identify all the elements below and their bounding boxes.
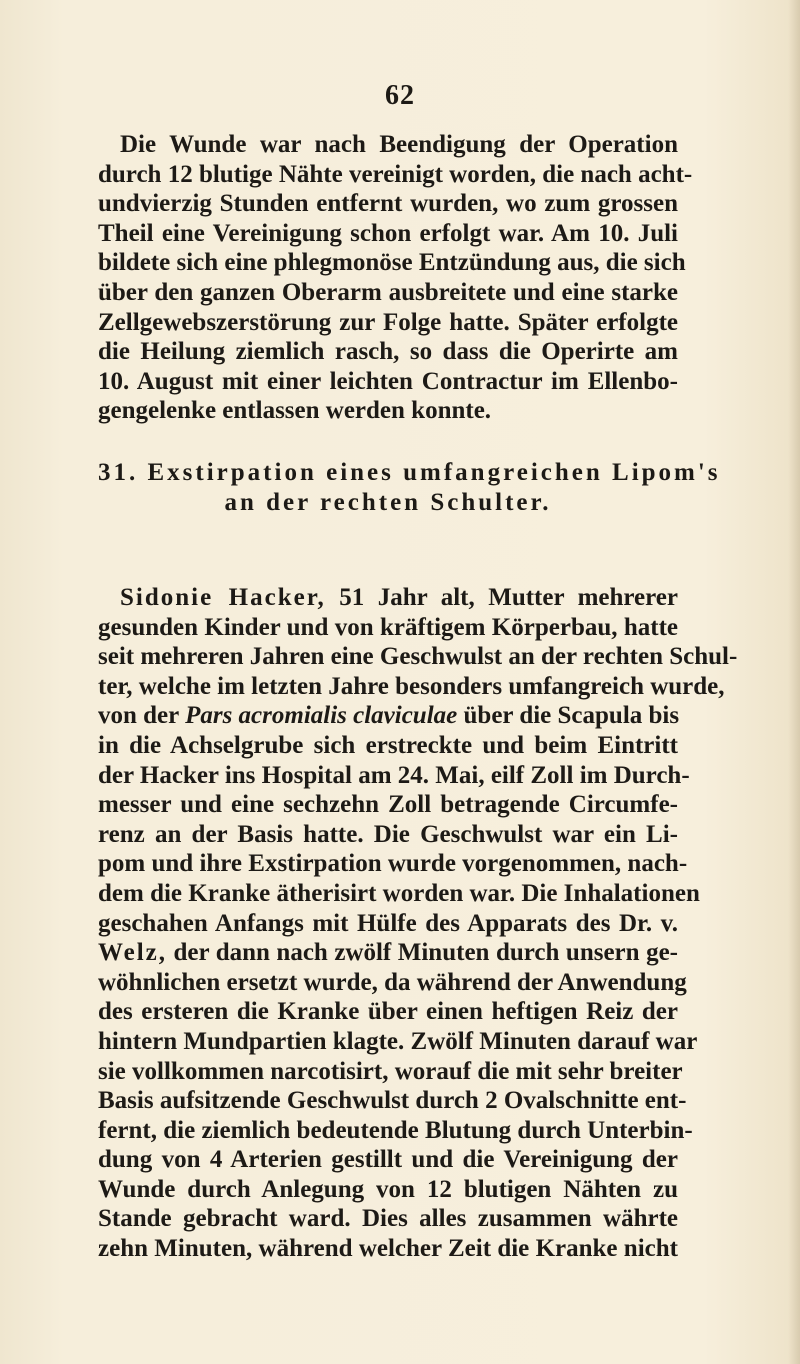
text-line: seit mehreren Jahren eine Geschwulst an der rechten Schul- xyxy=(98,643,738,671)
text-span: der dann nach zwölf Minuten durch unsern ge- xyxy=(167,939,678,967)
text-line: messer und eine sechzehn Zoll betragende Circumfe- xyxy=(98,791,678,819)
text-line: renz an der Basis hatte. Die Geschwulst war ein Li- xyxy=(98,820,678,848)
text-line: Stande gebracht ward. Dies alles zusammen währte xyxy=(98,1205,678,1233)
case-heading-line-1: 31. Exstirpation eines umfangreichen Lipom's xyxy=(98,459,721,486)
text-line: ter, welche im letzten Jahre besonders umfangreich wurde, xyxy=(98,672,725,700)
text-line: Zellgewebszerstörung zur Folge hatte. Später erfolgte xyxy=(98,308,678,336)
text-line: 10. August mit einer leichten Contractur im Ellenbo- xyxy=(98,367,678,395)
text-line: zehn Minuten, während welcher Zeit die Kranke nicht xyxy=(98,1235,678,1263)
case-heading-line-2: an der rechten Schulter. xyxy=(224,488,552,516)
text-line: wöhnlichen ersetzt wurde, da während der Anwendung xyxy=(98,968,687,996)
doctor-name: Welz, xyxy=(98,939,168,967)
text-line: gengelenke entlassen werden konnte. xyxy=(98,397,492,425)
text-line: undvierzig Stunden entfernt wurden, wo zum grossen xyxy=(98,190,678,218)
text-span: 51 Jahr alt, Mutter mehrerer xyxy=(325,584,678,611)
patient-name: Sidonie Hacker, xyxy=(120,584,326,611)
text-line: sie vollkommen narcotisirt, worauf die mit sehr breiter xyxy=(98,1057,683,1085)
text-line xyxy=(98,701,678,731)
text-line: die Heilung ziemlich rasch, so dass die Operirte am xyxy=(98,338,678,366)
text-line xyxy=(98,583,678,613)
paragraph-wound-healing xyxy=(98,130,693,426)
text-line xyxy=(98,938,678,968)
text-line: des ersteren die Kranke über einen heftigen Reiz der xyxy=(98,998,678,1026)
text-line: Die Wunde war nach Beendigung der Operation xyxy=(120,131,678,158)
text-line: in die Achselgrube sich erstreckte und beim Eintritt xyxy=(98,731,678,759)
text-line: dem die Kranke ätherisirt worden war. Die Inhalationen xyxy=(98,879,700,907)
text-line: Basis aufsitzende Geschwulst durch 2 Ovalschnitte ent- xyxy=(98,1087,687,1115)
text-line: über den ganzen Oberarm ausbreitete und eine starke xyxy=(98,278,678,306)
case-heading xyxy=(98,458,721,517)
text-line: hintern Mundpartien klagte. Zwölf Minuten darauf war xyxy=(98,1027,698,1055)
text-line: Theil eine Vereinigung schon erfolgt war. Am 10. Juli xyxy=(98,219,678,247)
text-line: gesunden Kinder und von kräftigem Körperbau, hatte xyxy=(98,613,678,641)
text-line: geschahen Anfangs mit Hülfe des Apparats des Dr. v. xyxy=(98,909,678,937)
text-line: dung von 4 Arterien gestillt und die Vereinigung der xyxy=(98,1146,678,1174)
text-line: bildete sich eine phlegmonöse Entzündung aus, die sich xyxy=(98,249,686,277)
text-span: von der xyxy=(98,702,186,730)
text-line: durch 12 blutige Nähte vereinigt worden, die nach acht- xyxy=(98,160,693,188)
text-span: über die Scapula bis xyxy=(457,702,680,730)
paragraph-case-report xyxy=(98,583,738,1264)
page-number: 62 xyxy=(385,80,415,111)
page-edge-shadow xyxy=(788,0,800,1364)
text-line: Wunde durch Anlegung von 12 blutigen Nähten zu xyxy=(98,1175,678,1203)
text-line: der Hacker ins Hospital am 24. Mai, eilf Zoll im Durch- xyxy=(98,761,690,789)
anatomical-term: Pars acromialis claviculae xyxy=(185,702,458,730)
text-line: fernt, die ziemlich bedeutende Blutung durch Unterbin- xyxy=(98,1116,693,1144)
text-line: pom und ihre Exstirpation wurde vorgenommen, nach- xyxy=(98,850,688,878)
